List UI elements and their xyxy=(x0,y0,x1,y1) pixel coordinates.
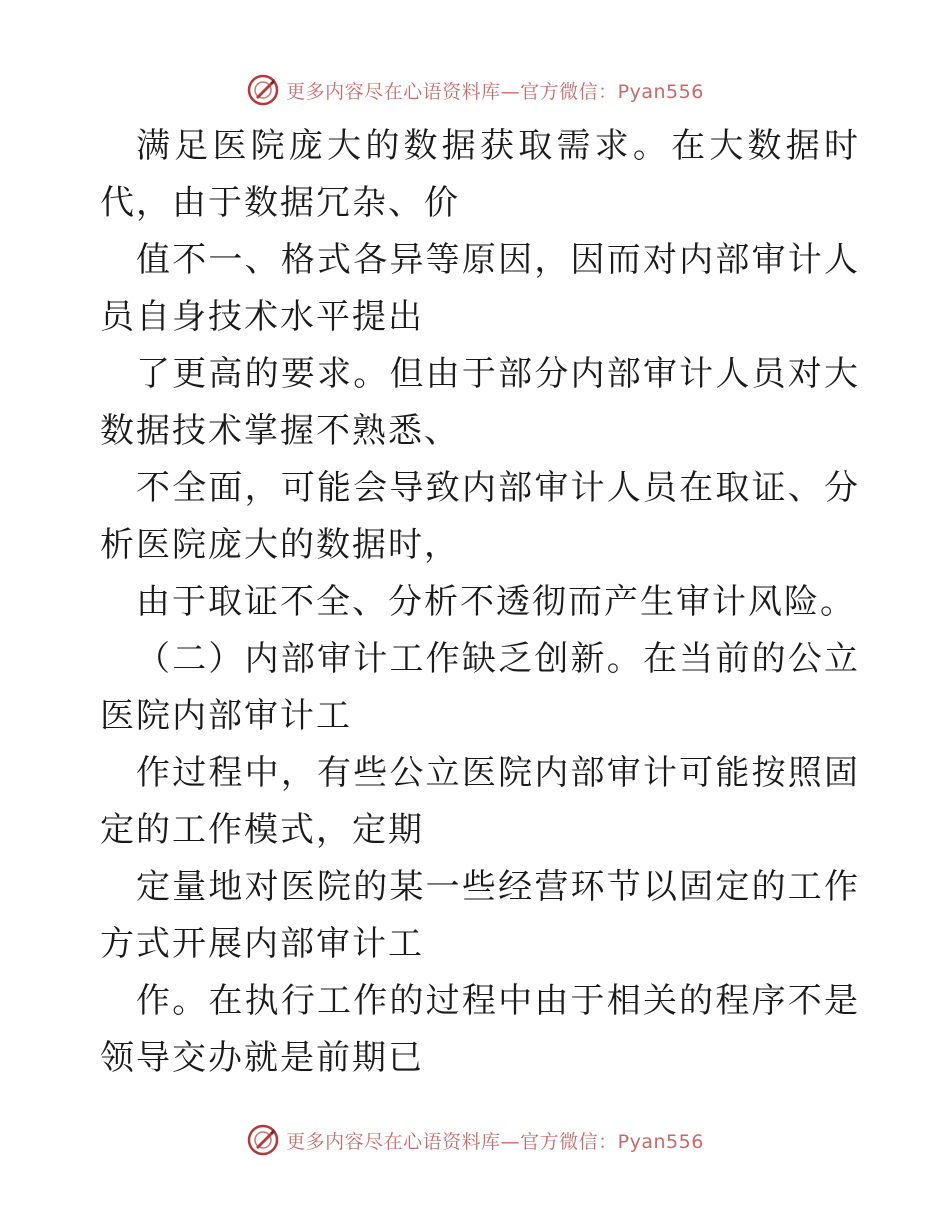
watermark-text: 更多内容尽在心语资料库—官方微信：Pyan556 xyxy=(286,80,704,103)
paragraph: 定量地对医院的某一些经营环节以固定的工作方式开展内部审计工 xyxy=(100,867,860,964)
paragraph: 作过程中，有些公立医院内部审计可能按照固定的工作模式，定期 xyxy=(100,753,860,850)
watermark-text: 更多内容尽在心语资料库—官方微信：Pyan556 xyxy=(286,1130,704,1153)
paragraph: 不全面，可能会导致内部审计人员在取证、分析医院庞大的数据时， xyxy=(100,468,860,565)
footer-watermark xyxy=(0,1120,950,1160)
paragraph: 值不一、格式各异等原因，因而对内部审计人员自身技术水平提出 xyxy=(100,240,860,337)
paragraph: 由于取证不全、分析不透彻而产生审计风险。 xyxy=(136,582,856,622)
brand-logo-icon xyxy=(246,1123,280,1157)
brand-logo-icon xyxy=(246,73,280,107)
header-watermark xyxy=(0,70,950,110)
paragraph: （二）内部审计工作缺乏创新。在当前的公立医院内部审计工 xyxy=(100,639,860,736)
paragraph: 满足医院庞大的数据获取需求。在大数据时代，由于数据冗杂、价 xyxy=(100,126,860,223)
paragraph: 作。在执行工作的过程中由于相关的程序不是领导交办就是前期已 xyxy=(100,981,860,1078)
paragraph: 了更高的要求。但由于部分内部审计人员对大数据技术掌握不熟悉、 xyxy=(100,354,860,451)
document-body xyxy=(100,118,860,1087)
